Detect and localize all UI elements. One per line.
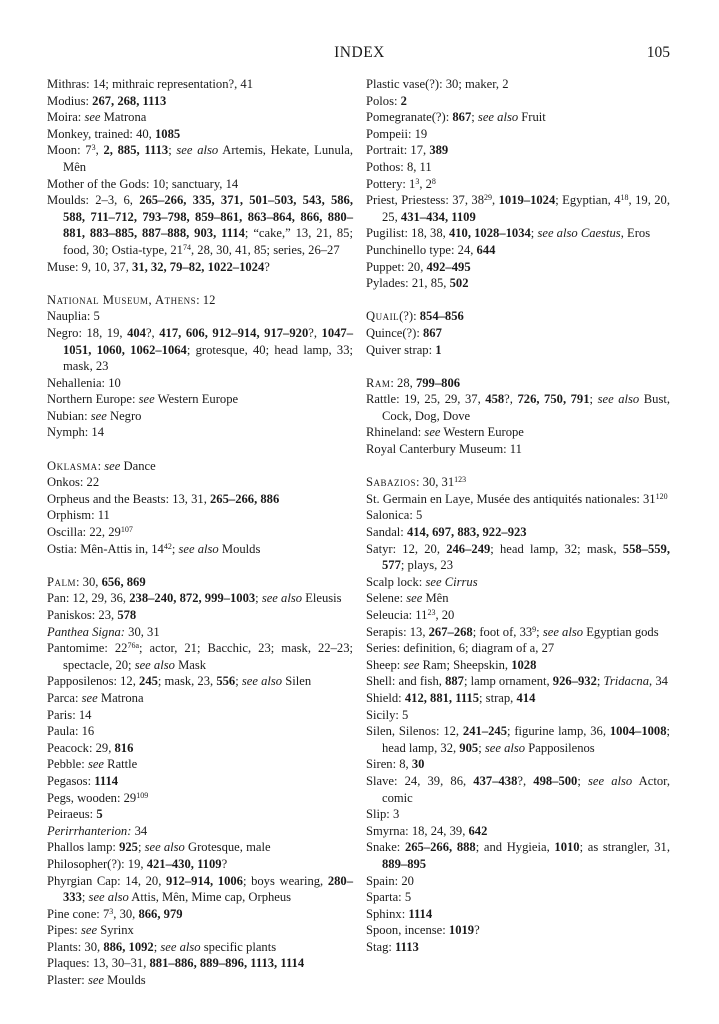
- index-entry-pottery: Pottery: $1^3$, $2^8$: [366, 176, 436, 191]
- index-entry-sicily: Sicily: 5: [366, 707, 409, 722]
- index-entry-pegasos: Pegasos: 1114: [47, 773, 119, 788]
- index-entry-panthea-signa: Panthea Signa: 30, 31: [47, 624, 160, 639]
- index-entry-pugilist: Pugilist: 18, 38, 410, 1028–1034; see also Caestus, Eros: [366, 226, 651, 241]
- index-entry-sparta: Sparta: 5: [366, 890, 412, 905]
- section-gap: [47, 441, 353, 458]
- index-entry-siren: Siren: 8, 30: [366, 757, 425, 772]
- index-entry-pebble: Pebble: see Rattle: [47, 757, 138, 772]
- index-entry-smyrna: Smyrna: 18, 24, 39, 642: [366, 823, 488, 838]
- index-entry-monkey: Monkey, trained: 40, 1085: [47, 126, 181, 141]
- index-entry-punchinello: Punchinello type: 24, 644: [366, 242, 496, 257]
- section-gap: [366, 358, 670, 375]
- index-entry-phallos-lamp: Phallos lamp: 925; see also Grotesque, male: [47, 840, 271, 855]
- index-entry-quince: Quince(?): 867: [366, 325, 442, 340]
- index-entry-northern-europe: Northern Europe: see Western Europe: [47, 392, 239, 407]
- index-entry-moon: Moon: $7^3$, 2, 885, 1113; see also Artemis, Hekate, Lunula, Mên: [47, 143, 353, 174]
- section-gap: [366, 458, 670, 475]
- index-entry-plastic-vase: Plastic vase(?): 30; maker, 2: [366, 77, 509, 91]
- index-entry-modius: Modius: 267, 268, 1113: [47, 93, 167, 108]
- index-entry-negro: Negro: 18, 19, 404?, 417, 606, 912–914, 917–920?, 1047–1051, 1060, 1062–1064; grotesque, 40; head lamp, 33; mask, 23: [47, 325, 354, 374]
- index-entry-royal-canterbury: Royal Canterbury Museum: 11: [366, 442, 522, 457]
- index-entry-orpheus: Orpheus and the Beasts: 13, 31, 265–266, 886: [47, 491, 280, 506]
- index-entry-pegs: Pegs, wooden: $29^{109}$: [47, 790, 149, 805]
- index-entry-mithras: Mithras: 14; mithraic representation?, 41: [47, 77, 253, 91]
- index-entry-moira: Moira: see Matrona: [47, 110, 147, 125]
- index-entry-silen: Silen, Silenos: 12, 241–245; figurine lamp, 36, 1004–1008; head lamp, 32, 905; see also Papposilenos: [366, 724, 671, 755]
- index-entry-spain: Spain: 20: [366, 873, 414, 888]
- index-entry-mother-gods: Mother of the Gods: 10; sanctuary, 14: [47, 176, 239, 191]
- index-entry-pine-cone: Pine cone: $7^3$, 30, 866, 979: [47, 906, 183, 921]
- running-head: [0, 44, 719, 64]
- index-entry-serapis: Serapis: 13, 267–268; foot of, $33^9$; see also Egyptian gods: [366, 624, 659, 639]
- index-entry-moulds: Moulds: 2–3, 6, 265–266, 335, 371, 501–503, 543, 586, 588, 711–712, 793–798, 859–861, 863–864, 866, 880–881, 883–885, 887–888, 903, 1114; “cake,” 13, 21, 85; food, 30; Ostia-type, $21^{74}$, 28, 30, 41, 85; series, 26–27: [47, 193, 353, 257]
- index-entry-pompeii: Pompeii: 19: [366, 126, 428, 141]
- index-entry-shield: Shield: 412, 881, 1115; strap, 414: [366, 690, 536, 705]
- section-gap: [366, 292, 670, 309]
- index-entry-salonica: Salonica: 5: [366, 508, 423, 523]
- index-entry-rattle: Rattle: 19, 25, 29, 37, 458?, 726, 750, 791; see also Bust, Cock, Dog, Dove: [366, 392, 670, 423]
- index-entry-slip: Slip: 3: [366, 807, 400, 822]
- index-entry-perirrhanterion: Perirrhanterion: 34: [47, 823, 148, 838]
- index-entry-pan: Pan: 12, 29, 36, 238–240, 872, 999–1003; see also Eleusis: [47, 591, 342, 606]
- index-entry-slave: Slave: 24, 39, 86, 437–438?, 498–500; see also Actor, comic: [366, 773, 670, 805]
- index-entry-sphinx: Sphinx: 1114: [366, 906, 433, 921]
- index-entry-selene: Selene: see Mên: [366, 591, 449, 606]
- page-number: 105: [646, 44, 670, 61]
- index-entry-oscilla: Oscilla: 22, $29^{107}$: [47, 525, 133, 540]
- index-entry-peacock: Peacock: 29, 816: [47, 740, 134, 755]
- index-entry-satyr: Satyr: 12, 20, 246–249; head lamp, 32; mask, 558–559, 577; plays, 23: [366, 541, 670, 573]
- index-entry-orphism: Orphism: 11: [47, 508, 110, 523]
- index-entry-st-germain: St. Germain en Laye, Musée des antiquités nationales: $31^{120}$: [366, 491, 668, 506]
- index-entry-national-museum: National Museum, Athens: 12: [47, 292, 216, 307]
- index-entry-spoon: Spoon, incense: 1019?: [366, 923, 480, 938]
- index-entry-oklasma: Oklasma: see Dance: [47, 458, 156, 473]
- index-entry-sabazios: Sabazios: 30, $31^{123}$: [366, 475, 467, 490]
- index-entry-paris: Paris: 14: [47, 707, 92, 722]
- index-entry-priest: Priest, Priestess: 37, $38^{29}$, 1019–1024; Egyptian, $4^{18}$, 19, 20, 25, 431–434, 1109: [366, 193, 671, 224]
- index-entry-pothos: Pothos: 8, 11: [366, 159, 432, 174]
- index-entry-portrait: Portrait: 17, 389: [366, 143, 449, 158]
- index-entry-quiver: Quiver strap: 1: [366, 342, 442, 357]
- index-entry-pantomime: Pantomime: $22^{76a}$; actor, 21; Bacchic, 23; mask, 22–23; spectacle, 20; see also Mask: [47, 641, 353, 672]
- index-entry-phyrgian-cap: Phyrgian Cap: 14, 20, 912–914, 1006; boys wearing, 280–333; see also Attis, Mên, Mime cap, Orpheus: [47, 873, 353, 905]
- index-entry-rhineland: Rhineland: see Western Europe: [366, 425, 524, 440]
- index-entry-pomegranate: Pomegranate(?): 867; see also Fruit: [366, 110, 546, 125]
- index-column-left: [47, 76, 353, 989]
- index-column-right: [366, 76, 670, 955]
- section-gap: [47, 275, 353, 292]
- index-entry-plaster: Plaster: see Moulds: [47, 973, 146, 988]
- index-entry-plants: Plants: 30, 886, 1092; see also specific plants: [47, 939, 277, 954]
- index-entry-muse: Muse: 9, 10, 37, 31, 32, 79–82, 1022–1024?: [47, 259, 270, 274]
- index-entry-nubian: Nubian: see Negro: [47, 408, 142, 423]
- index-entry-nehallenia: Nehallenia: 10: [47, 375, 121, 390]
- index-entry-sheep: Sheep: see Ram; Sheepskin, 1028: [366, 657, 537, 672]
- index-entry-quail: Quail(?): 854–856: [366, 309, 464, 324]
- index-entry-paula: Paula: 16: [47, 724, 95, 739]
- index-entry-puppet: Puppet: 20, 492–495: [366, 259, 471, 274]
- index-entry-scalp-lock: Scalp lock: see Cirrus: [366, 574, 478, 589]
- index-entry-peiraeus: Peiraeus: 5: [47, 807, 103, 822]
- index-entry-nymph: Nymph: 14: [47, 425, 105, 440]
- index-entry-snake: Snake: 265–266, 888; and Hygieia, 1010; as strangler, 31, 889–895: [366, 840, 670, 871]
- index-entry-stag: Stag: 1113: [366, 939, 419, 954]
- index-entry-pipes: Pipes: see Syrinx: [47, 923, 134, 938]
- index-entry-ostia: Ostia: Mên-Attis in, $14^{42}$; see also Moulds: [47, 541, 261, 556]
- index-entry-seleucia: Seleucia: $11^{23}$, 20: [366, 608, 455, 622]
- index-entry-sandal: Sandal: 414, 697, 883, 922–923: [366, 525, 527, 540]
- index-entry-series: Series: definition, 6; diagram of a, 27: [366, 641, 555, 656]
- index-entry-palm: Palm: 30, 656, 869: [47, 574, 146, 589]
- index-entry-paniskos: Paniskos: 23, 578: [47, 608, 137, 622]
- index-entry-papposilenos: Papposilenos: 12, 245; mask, 23, 556; see also Silen: [47, 674, 312, 689]
- index-entry-parca: Parca: see Matrona: [47, 690, 144, 705]
- index-entry-polos: Polos: 2: [366, 93, 407, 108]
- index-entry-plaques: Plaques: 13, 30–31, 881–886, 889–896, 1113, 1114: [47, 956, 305, 971]
- index-entry-pylades: Pylades: 21, 85, 502: [366, 276, 469, 291]
- running-head-title: INDEX: [334, 44, 385, 61]
- index-entry-ram: Ram: 28, 799–806: [366, 375, 461, 390]
- index-entry-shell: Shell: and fish, 887; lamp ornament, 926–932; Tridacna, 34: [366, 674, 668, 689]
- index-entry-nauplia: Nauplia: 5: [47, 309, 100, 324]
- index-entry-philosopher: Philosopher(?): 19, 421–430, 1109?: [47, 856, 228, 871]
- section-gap: [47, 557, 353, 574]
- index-entry-onkos: Onkos: 22: [47, 475, 100, 490]
